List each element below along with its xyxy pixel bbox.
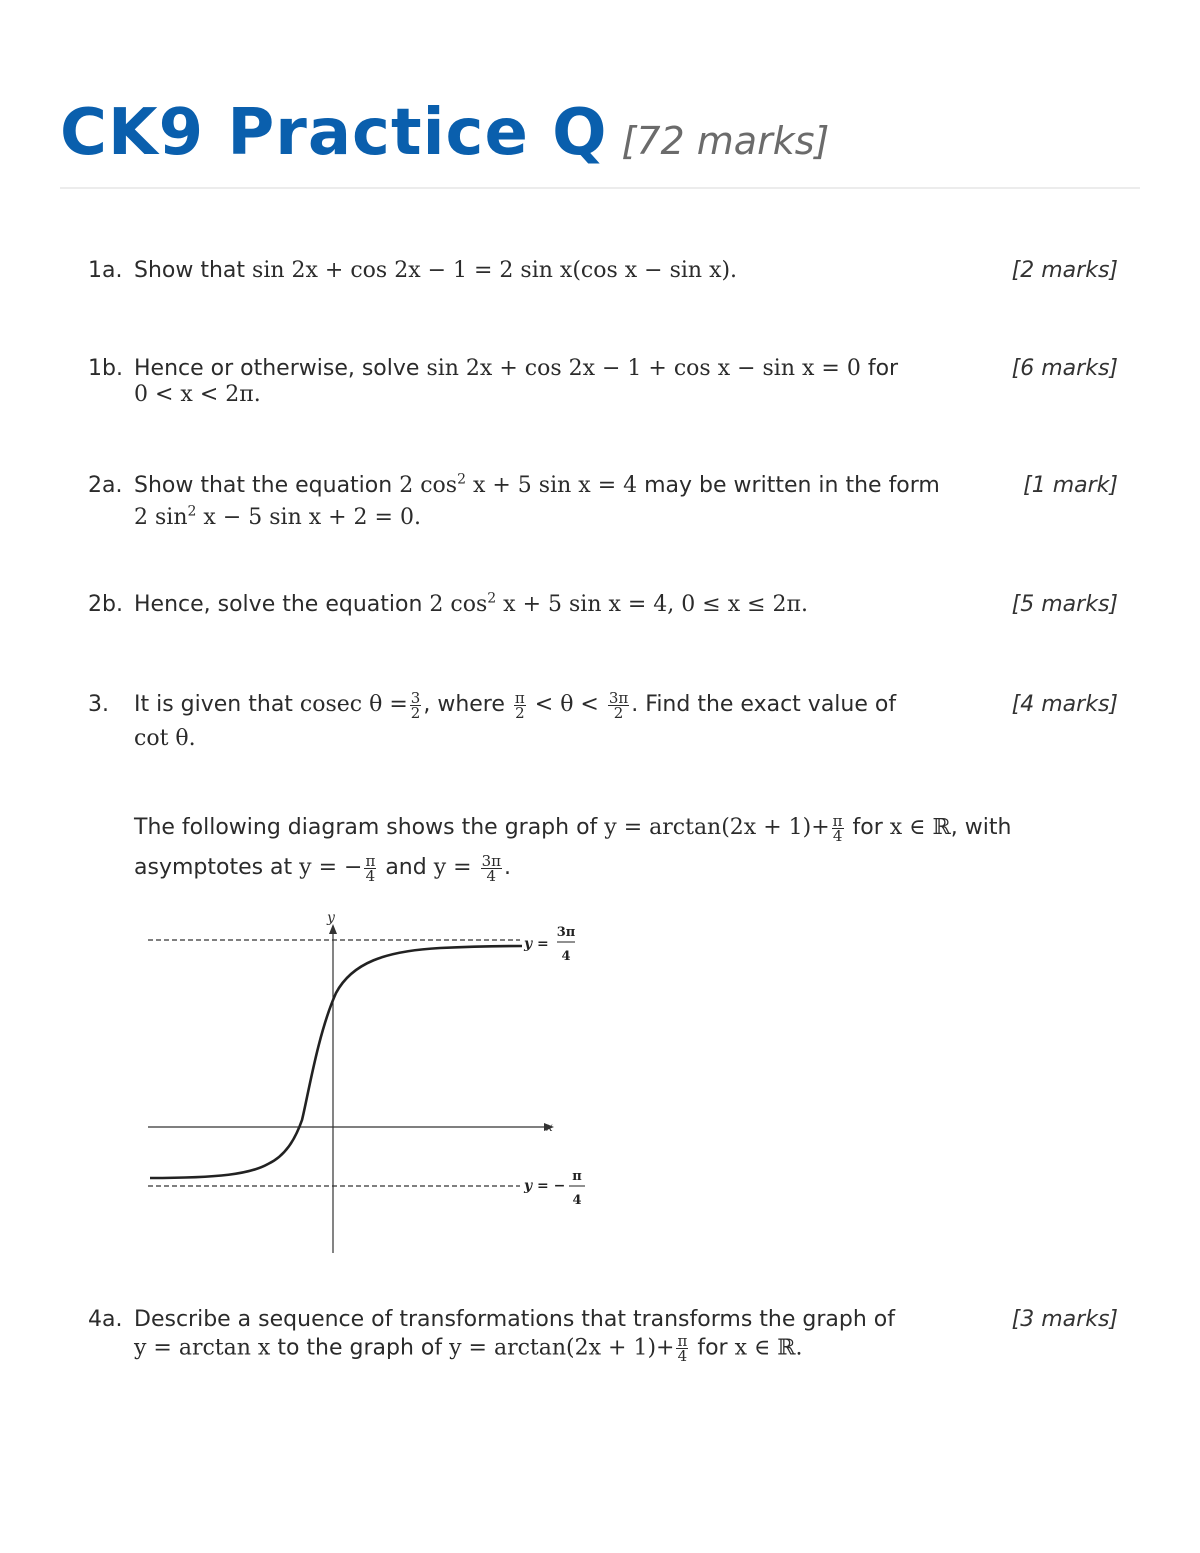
question-math: cot θ. bbox=[134, 726, 196, 751]
total-marks: [72 marks] bbox=[621, 119, 830, 163]
page-title: CK9 Practice Q bbox=[60, 96, 608, 170]
question-math: sin 2x + cos 2x − 1 + cos x − sin x = 0 bbox=[426, 356, 861, 381]
fraction: $\frac{3}{2}$ bbox=[410, 688, 421, 722]
question-math-range: 0 < x < 2π. bbox=[134, 382, 261, 407]
diagram-intro: The following diagram shows the graph of y = arctan(2x + 1)+ $\frac{\pi}{4}$ for x ∈ ℝ, with asymptotes at y = − $\frac{\pi}{4}$ and y = $\frac{3\pi}{4}$ . bbox=[134, 811, 1012, 885]
question-marks: [2 marks] bbox=[1011, 258, 1118, 283]
question-text bbox=[134, 592, 994, 618]
question-text bbox=[134, 470, 1014, 534]
fraction: $\frac{\pi}{4}$ bbox=[365, 851, 376, 885]
question-marks: [6 marks] bbox=[1011, 356, 1118, 381]
upper-frac-numerator: 3π bbox=[556, 925, 576, 940]
lower-asymptote-label: y = − bbox=[524, 1178, 566, 1194]
question-text bbox=[134, 258, 994, 284]
fraction: $\frac{\pi}{2}$ bbox=[514, 688, 525, 722]
question-lead: Hence or otherwise, solve bbox=[134, 356, 420, 381]
fraction: $\frac{\pi}{4}$ bbox=[832, 811, 843, 845]
question-math: 2 cos bbox=[399, 473, 458, 498]
fraction: $\frac{\pi}{4}$ bbox=[677, 1332, 688, 1365]
question-number: 1a. bbox=[88, 258, 123, 283]
question-lead: Hence, solve the equation bbox=[134, 592, 423, 617]
question-math: < θ < bbox=[534, 692, 599, 717]
question-tail: for bbox=[867, 356, 899, 381]
question-math: x + 5 sin x = 4 bbox=[472, 473, 638, 498]
exponent: 2 bbox=[487, 590, 497, 607]
exponent: 2 bbox=[457, 471, 466, 488]
question-number: 2b. bbox=[88, 592, 123, 617]
question-math: 2 cos bbox=[429, 592, 488, 617]
question-marks: [4 marks] bbox=[1011, 692, 1118, 717]
question-lead: Show that bbox=[134, 258, 246, 283]
lower-frac-denominator: 4 bbox=[572, 1193, 582, 1208]
y-axis-label: y bbox=[327, 910, 335, 926]
question-math: cosec θ = bbox=[299, 692, 408, 717]
question-math: sin 2x + cos 2x − 1 = 2 sin x(cos x − sin x). bbox=[252, 258, 738, 283]
header-divider bbox=[60, 187, 1140, 189]
arctan-graph bbox=[140, 908, 590, 1258]
question-lead: It is given that bbox=[134, 692, 293, 717]
fraction: $\frac{3\pi}{2}$ bbox=[608, 688, 629, 722]
question-tail: may be written in the form bbox=[644, 473, 940, 498]
question-text: It is given that cosec θ = $\frac{3}{2}$ , where $\frac{\pi}{2}$ < θ < $\frac{3\pi}{2}$ . Find the exact value of cot θ. bbox=[134, 688, 897, 751]
question-number: 1b. bbox=[88, 356, 123, 381]
fraction: $\frac{3\pi}{4}$ bbox=[481, 851, 501, 885]
x-axis-label: x bbox=[546, 1120, 553, 1134]
question-marks: [3 marks] bbox=[1011, 1307, 1118, 1332]
question-text: Describe a sequence of transformations that transforms the graph of y = arctan x to the graph of y = arctan(2x + 1)+ $\frac{\pi}{4}$ for x ∈ ℝ. bbox=[134, 1307, 895, 1365]
exponent: 2 bbox=[187, 503, 197, 520]
question-marks: [5 marks] bbox=[1011, 592, 1118, 617]
question-text bbox=[134, 356, 994, 408]
question-lead: Describe a sequence of transformations that transforms the graph of bbox=[134, 1307, 895, 1332]
upper-asymptote-label: y = bbox=[524, 936, 549, 952]
question-math: x + 5 sin x = 4, 0 ≤ x ≤ 2π. bbox=[503, 592, 808, 617]
question-number: 4a. bbox=[88, 1307, 123, 1332]
lower-frac-numerator: π bbox=[572, 1169, 582, 1184]
question-math: x − 5 sin x + 2 = 0. bbox=[203, 505, 421, 530]
question-number: 2a. bbox=[88, 473, 123, 498]
arctan-curve bbox=[150, 946, 522, 1178]
worksheet-header bbox=[60, 96, 1140, 170]
question-marks: [1 mark] bbox=[1023, 473, 1118, 498]
question-tail: . Find the exact value of bbox=[631, 692, 897, 717]
question-math: 2 sin bbox=[134, 505, 188, 530]
upper-frac-denominator: 4 bbox=[561, 949, 571, 964]
question-lead: Show that the equation bbox=[134, 473, 393, 498]
question-number: 3. bbox=[88, 692, 109, 717]
